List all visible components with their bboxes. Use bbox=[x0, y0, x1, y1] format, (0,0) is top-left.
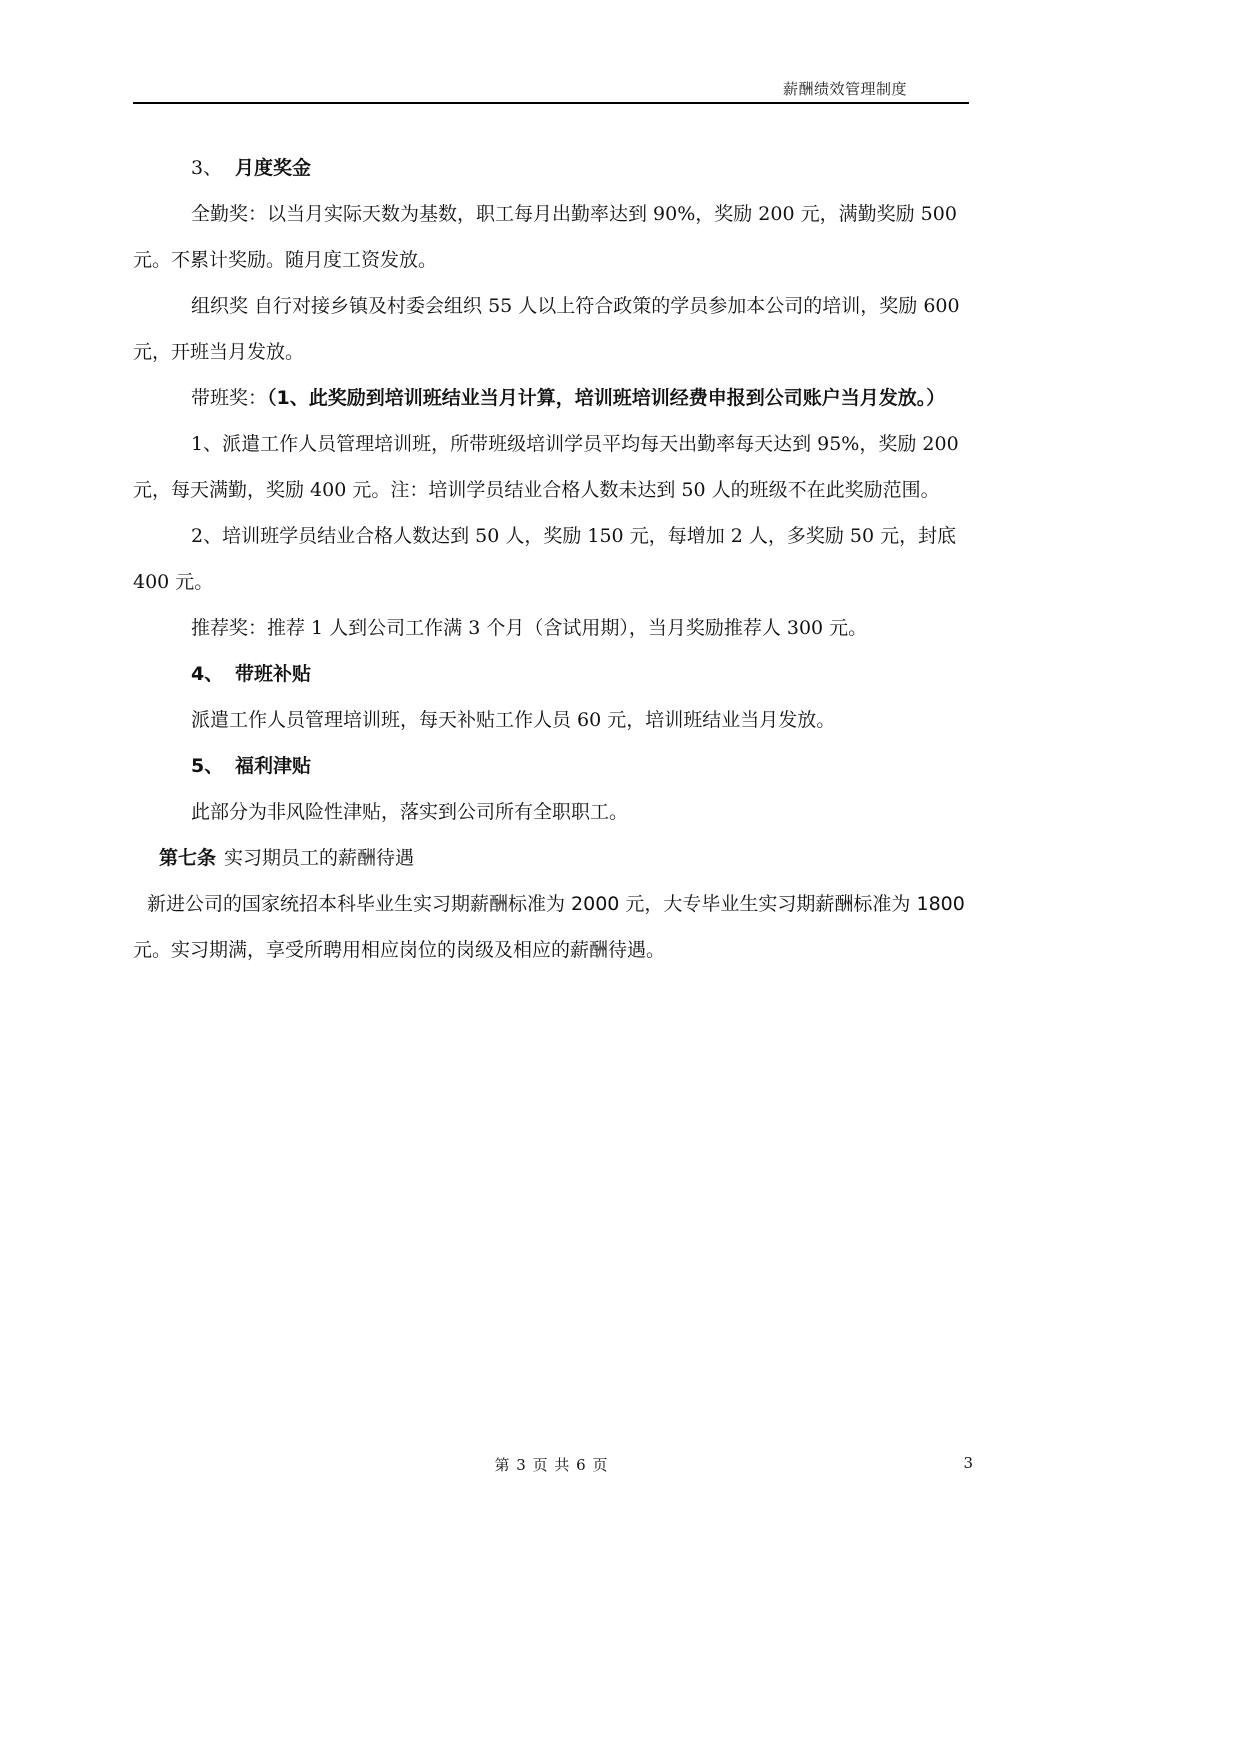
document-body bbox=[133, 145, 983, 973]
class-award-label: 带班奖： bbox=[191, 387, 268, 409]
header-title: 薪酬绩效管理制度 bbox=[782, 80, 907, 98]
organization-award-paragraph: 组织奖 自行对接乡镇及村委会组织 55 人以上符合政策的学员参加本公司的培训，奖励 600 元，开班当月发放。 bbox=[133, 295, 960, 363]
page-footer-counter: 第 3 页 共 6 页 bbox=[494, 1456, 609, 1474]
section-5-paragraph: 此部分为非风险性津贴，落实到公司所有全职职工。 bbox=[191, 801, 629, 823]
attendance-award-paragraph: 全勤奖：以当月实际天数为基数，职工每月出勤率达到 90%，奖励 200 元，满勤奖励 500 元。不累计奖励。随月度工资发放。 bbox=[133, 203, 957, 271]
article-7-label: 第七条 bbox=[159, 847, 217, 869]
section-3-heading bbox=[133, 145, 983, 191]
article-7-title: 实习期员工的薪酬待遇 bbox=[224, 847, 415, 869]
section-5-number: 5、 bbox=[191, 755, 224, 777]
section-4-paragraph: 派遣工作人员管理培训班，每天补贴工作人员 60 元，培训班结业当月发放。 bbox=[191, 709, 836, 731]
page-header bbox=[133, 78, 969, 104]
referral-award-paragraph: 推荐奖：推荐 1 人到公司工作满 3 个月（含试用期），当月奖励推荐人 300 元。 bbox=[191, 617, 868, 639]
page-number: 3 bbox=[963, 1454, 973, 1472]
section-4-heading bbox=[133, 651, 983, 697]
class-award-item-2: 2、培训班学员结业合格人数达到 50 人，奖励 150 元，每增加 2 人，多奖励 50 元，封底 400 元。 bbox=[133, 525, 957, 593]
section-5-heading bbox=[133, 743, 983, 789]
section-4-number: 4、 bbox=[191, 663, 224, 685]
article-7-heading bbox=[133, 835, 983, 881]
section-3-number: 3、 bbox=[191, 157, 223, 179]
section-4-title: 带班补贴 bbox=[235, 663, 312, 685]
section-5-title: 福利津贴 bbox=[235, 755, 312, 777]
section-3-title: 月度奖金 bbox=[235, 157, 312, 179]
class-award-note: （1、此奖励到培训班结业当月计算，培训班培训经费申报到公司账户当月发放。） bbox=[267, 387, 946, 409]
class-award-item-1: 1、派遣工作人员管理培训班，所带班级培训学员平均每天出勤率每天达到 95%，奖励 200 元，每天满勤，奖励 400 元。注：培训学员结业合格人数未达到 50 人的班级不在此奖励范围。 bbox=[133, 433, 959, 501]
article-7-paragraph: 新进公司的国家统招本科毕业生实习期薪酬标准为 2000 元，大专毕业生实习期薪酬标准为 1800 元。实习期满，享受所聘用相应岗位的岗级及相应的薪酬待遇。 bbox=[133, 893, 965, 961]
class-award-paragraph bbox=[133, 375, 983, 421]
